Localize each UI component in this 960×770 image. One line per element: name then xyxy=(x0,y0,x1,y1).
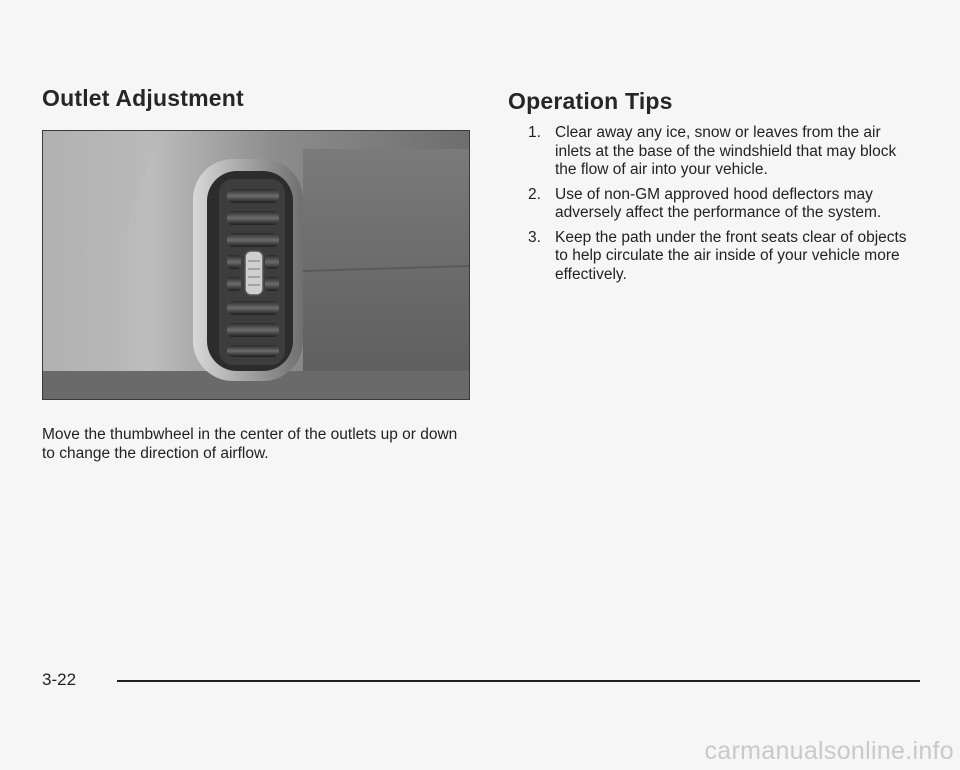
tip-number: 1. xyxy=(528,124,541,141)
tip-item xyxy=(528,186,908,223)
outlet-adjustment-heading: Outlet Adjustment xyxy=(42,85,244,111)
footer-rule xyxy=(117,680,920,682)
watermark: carmanualsonline.info xyxy=(704,737,954,765)
outlet-adjustment-caption: Move the thumbwheel in the center of the outlets up or down to change the direction of airflow. xyxy=(42,426,458,462)
operation-tips-heading: Operation Tips xyxy=(508,88,673,114)
tip-text: Use of non-GM approved hood deflectors may adversely affect the performance of the system. xyxy=(555,185,882,221)
tip-item xyxy=(528,229,908,285)
tip-number: 2. xyxy=(528,185,541,203)
air-outlet-image xyxy=(43,131,469,399)
tip-text: Clear away any ice, snow or leaves from the air inlets at the base of the windshield that may block the flow of air into your vehicle. xyxy=(555,124,897,178)
air-outlet-photo xyxy=(42,130,470,400)
operation-tips-list xyxy=(528,124,908,290)
tip-text: Keep the path under the front seats clear of objects to help circulate the air inside of your vehicle more effectively. xyxy=(555,228,907,283)
tip-item xyxy=(528,124,908,180)
page-number: 3-22 xyxy=(42,670,77,689)
tip-number: 3. xyxy=(528,228,541,246)
